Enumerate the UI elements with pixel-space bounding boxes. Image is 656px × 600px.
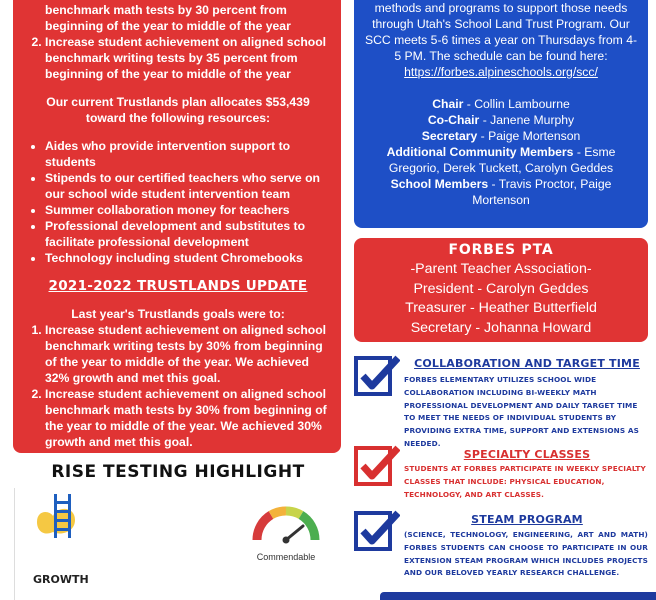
chair-label: Chair: [432, 97, 464, 111]
growth-label: GROWTH: [33, 573, 89, 586]
rise-highlight-area: [14, 488, 342, 600]
last-year-goals-list: [25, 322, 331, 450]
bottom-decorative-strip: [380, 592, 656, 600]
pta-panel: [354, 238, 648, 342]
community-label: Additional Community Members: [386, 145, 574, 159]
rise-testing-heading: RISE TESTING HIGHLIGHT: [51, 462, 305, 482]
resource-item: • Summer collaboration money for teachers: [45, 202, 331, 218]
scc-chair: [362, 96, 640, 112]
trustlands-update-heading: 2021-2022 TRUSTLANDS UPDATE: [48, 278, 308, 294]
secretary-name: - Paige Mortenson: [477, 129, 581, 143]
resource-item: • Stipends to our certified teachers who serve on our school wide student intervention team: [45, 170, 331, 202]
scc-intro: methods and programs to support those needs through Utah's School Land Trust Program. Our SCC meets 5-6 times a year on Thursdays from 4-5 PM. The schedule can be found here:: [364, 1, 638, 63]
resources-list: [25, 138, 331, 266]
feature-collaboration: [354, 354, 648, 448]
feature-text: (SCIENCE, TECHNOLOGY, ENGINEERING, ART AND MATH) FORBES STUDENTS CAN CHOOSE TO PARTICIPATE IN OUR EXTENSION STEAM PROGRAM WHICH INCLUDES PROJECTS AND OUR BELOVED YEARLY RESEARCH CHALLENGE.: [404, 530, 648, 578]
last-year-goal-item: 2. Increase student achievement on aligned school benchmark math tests by 30% from beginning of the year to middle of the year. We achieved 30% growth and met this goal.: [45, 386, 331, 450]
secretary-label: Secretary: [421, 129, 478, 143]
pta-line: -Parent Teacher Association-: [410, 261, 592, 277]
feature-title: SPECIALTY CLASSES: [463, 448, 591, 461]
school-members-label: School Members: [390, 177, 489, 191]
scc-panel: [354, 0, 648, 228]
cochair-name: - Janene Murphy: [479, 113, 575, 127]
feature-steam: [354, 509, 648, 587]
last-year-intro: Last year's Trustlands goals were to:: [71, 307, 285, 321]
resource-item: • Professional development and substitutes to facilitate professional development: [45, 218, 331, 250]
scc-cochair: [362, 112, 640, 128]
last-year-goal-item: 1. Increase student achievement on aligned school benchmark writing tests by 30% from beginning of the year to middle of the year. We achieved 32% growth and met this goal.: [45, 322, 331, 386]
pta-line: Treasurer - Heather Butterfield: [405, 300, 597, 316]
feature-text: STUDENTS AT FORBES PARTICIPATE IN WEEKLY SPECIALTY CLASSES THAT INCLUDE: PHYSICAL EDUCATION, TECHNOLOGY, AND ART CLASSES.: [404, 464, 646, 499]
pta-line: President - Carolyn Geddes: [413, 280, 589, 297]
pta-title: FORBES PTA: [448, 242, 554, 258]
gauge-label: Commendable: [256, 552, 316, 562]
ladder-icon: [35, 492, 85, 542]
goal-item: 2. Increase student achievement on aligned school benchmark writing tests by 35 percent from beginning of the year to middle of the year: [45, 34, 331, 82]
allocation-text: Our current Trustlands plan allocates $53,439 toward the following resources:: [46, 95, 310, 125]
scc-community: [362, 144, 640, 176]
chair-name: - Collin Lambourne: [463, 97, 570, 111]
school-members-names: - Travis Proctor, Paige Mortenson: [472, 177, 612, 207]
goal-item: benchmark math tests by 30 percent from beginning of the year to middle of the year: [45, 3, 291, 33]
resource-item: • Technology including student Chromebooks: [45, 250, 331, 266]
cochair-label: Co-Chair: [427, 113, 480, 127]
scc-secretary: [362, 128, 640, 144]
community-names: - Esme Gregorio, Derek Tuckett, Carolyn Geddes: [388, 145, 616, 175]
feature-text: FORBES ELEMENTARY UTILIZES SCHOOL WIDE COLLABORATION INCLUDING BI-WEEKLY MATH PROFESSIONAL DEVELOPMENT AND DAILY TARGET TIME TO MEET THE NEEDS OF INDIVIDUAL STUDENTS BY PROVIDING EXTRA TIME, SUPPORT AND EXTENSIONS AS NEEDED.: [404, 375, 639, 448]
pta-line: Secretary - Johanna Howard: [410, 319, 592, 336]
resource-item: • Aides who provide intervention support to students: [45, 138, 331, 170]
checkbox-icon: [354, 444, 400, 488]
feature-title: COLLABORATION AND TARGET TIME: [414, 357, 640, 370]
gauge-icon: [251, 500, 321, 544]
feature-specialty: [354, 444, 648, 502]
scc-schedule-link[interactable]: https://forbes.alpineschools.org/scc/: [404, 65, 598, 79]
current-goals-list: [25, 2, 331, 82]
checkbox-icon: [354, 354, 400, 398]
scc-school-members: [362, 176, 640, 208]
checkbox-icon: [354, 509, 400, 553]
feature-title: STEAM PROGRAM: [471, 513, 583, 526]
trustlands-plan-panel: [13, 0, 341, 453]
